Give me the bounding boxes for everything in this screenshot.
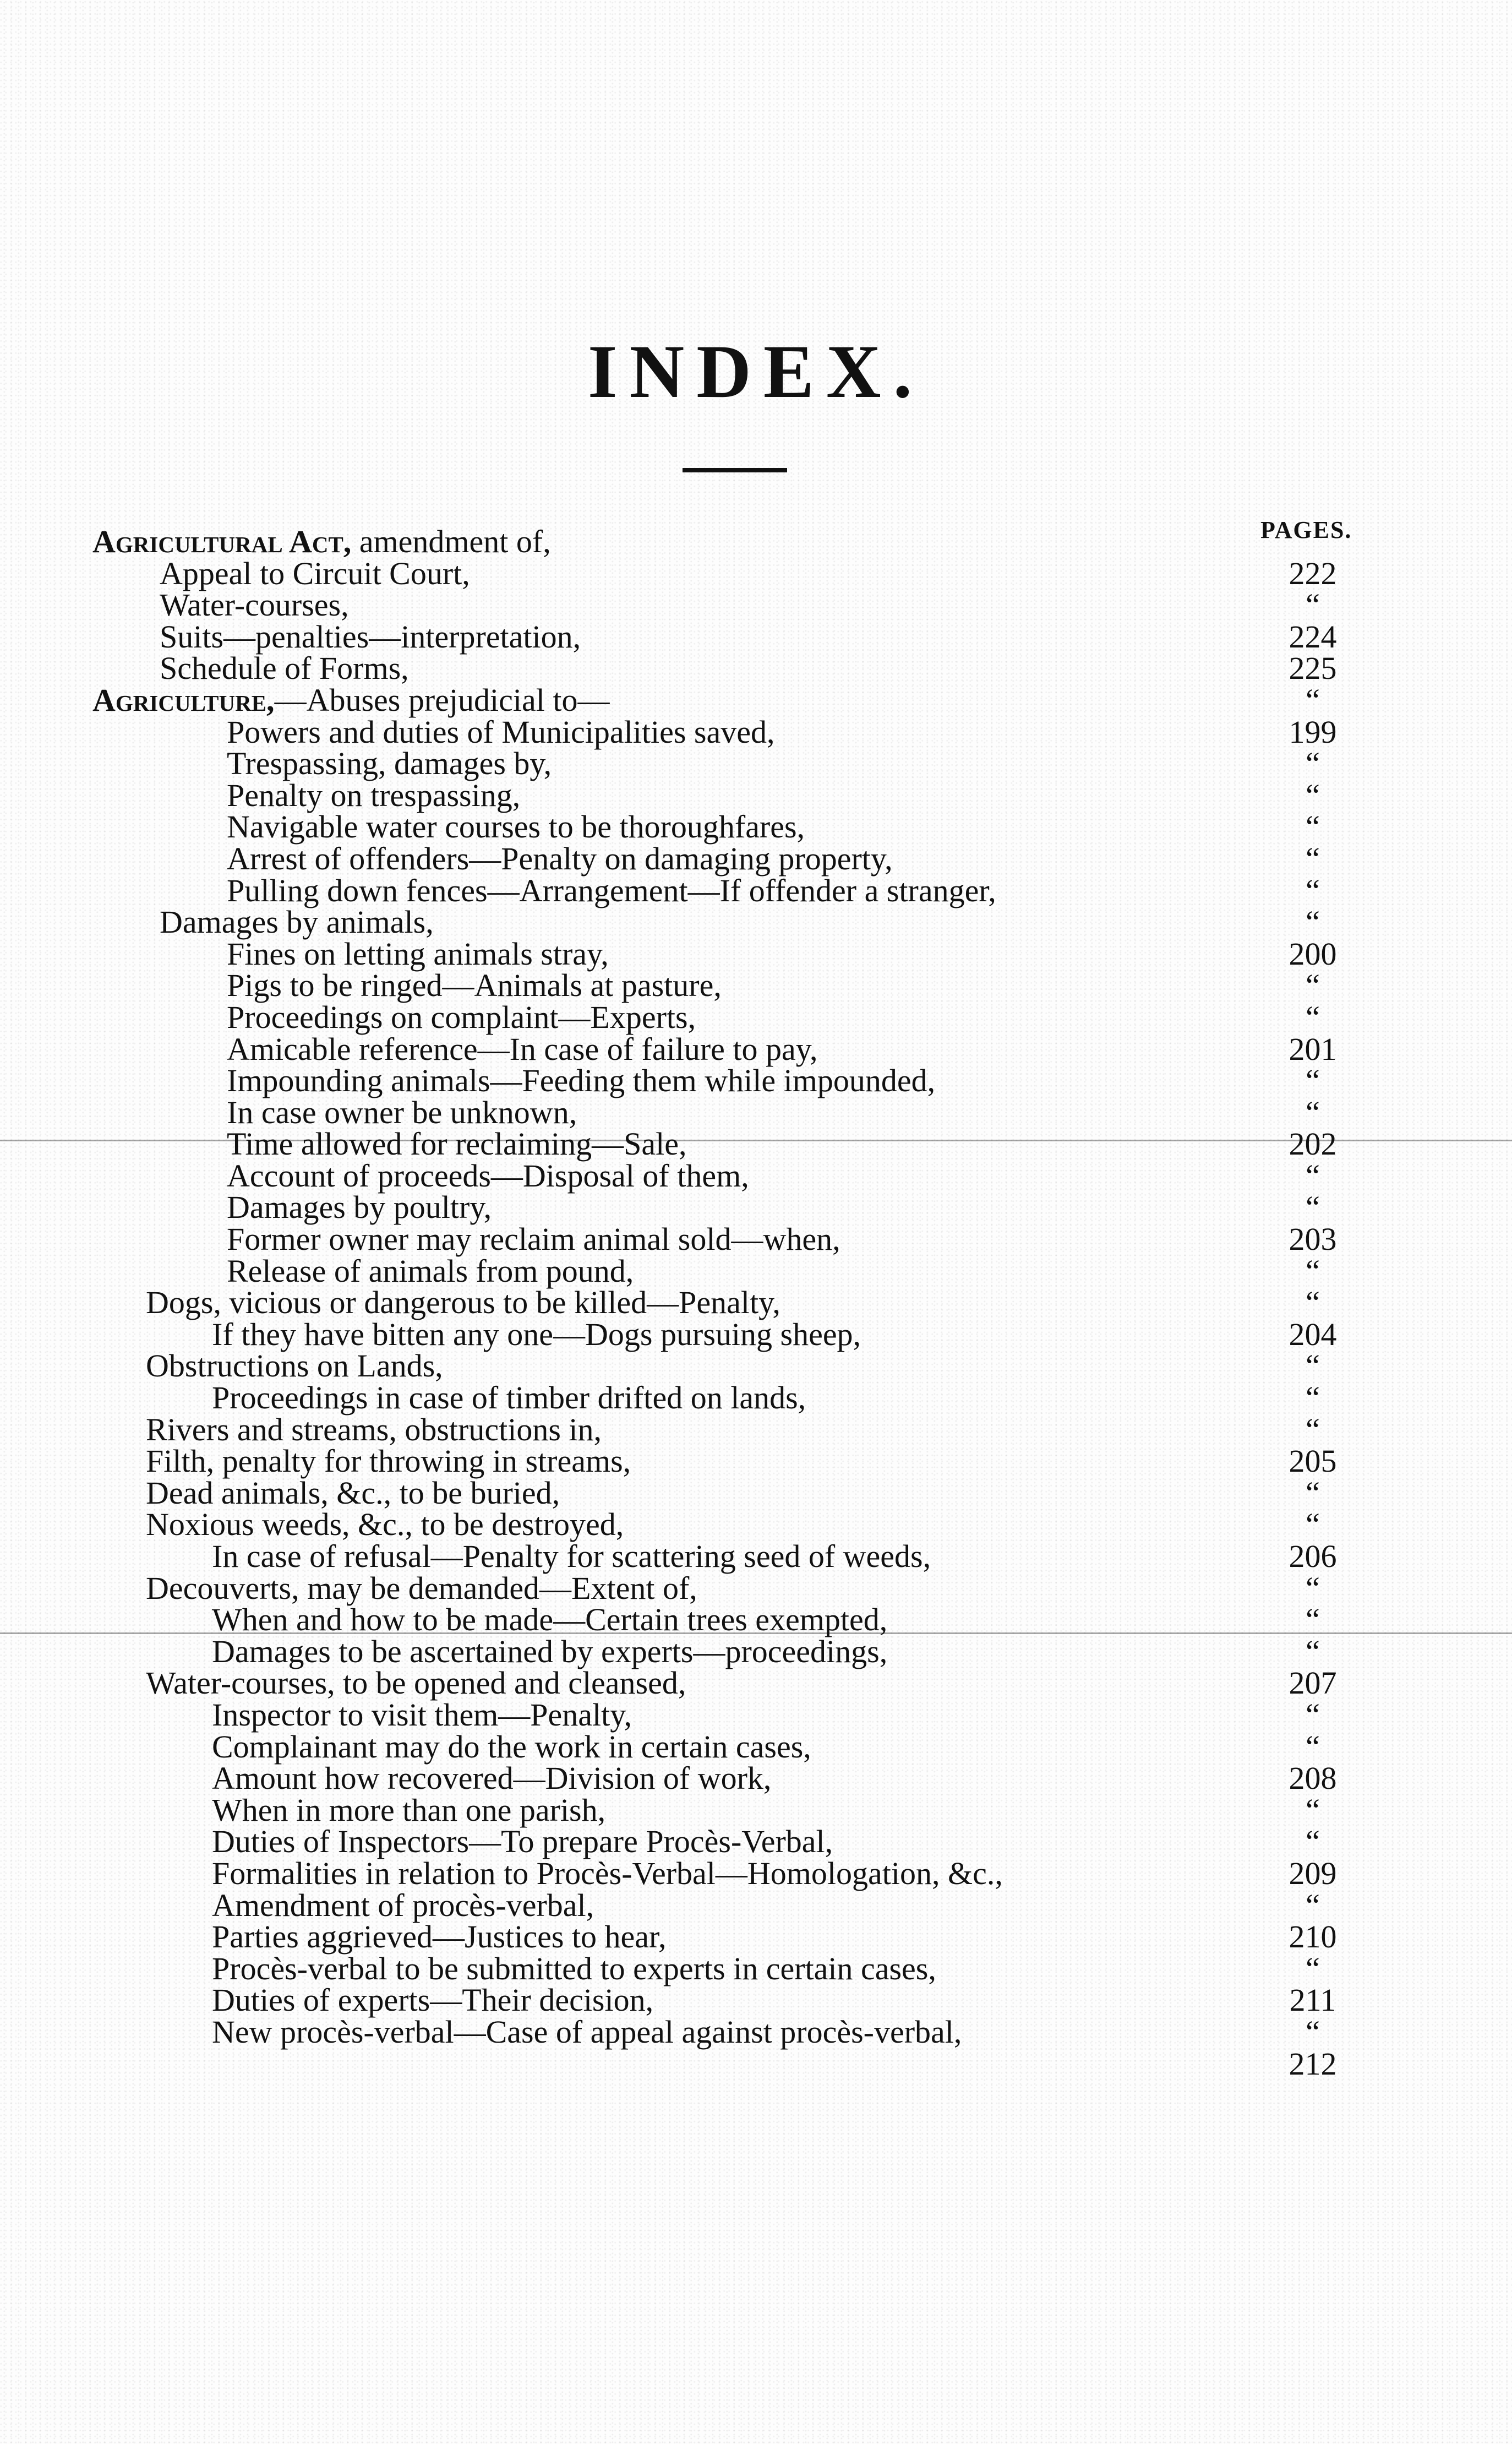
index-entry-label: Pulling down fences—Arrangement—If offender a stranger, <box>227 872 996 908</box>
index-entry-text <box>92 684 609 716</box>
index-entry <box>0 745 1512 782</box>
index-entry <box>0 684 1512 716</box>
index-entry <box>0 716 1512 748</box>
index-entries <box>0 526 1512 2080</box>
index-entry <box>0 1984 1512 2016</box>
index-entry <box>0 1506 1512 1543</box>
index-entry-page: 210 <box>1289 1919 1337 1955</box>
index-entry-text <box>212 1604 887 1636</box>
index-entry-page: 204 <box>1289 1316 1337 1352</box>
index-entry-page: “ <box>1306 1696 1320 1733</box>
index-entry-label: New procès-verbal—Case of appeal against procès-verbal, <box>212 2013 962 2050</box>
index-entry-text <box>212 1950 936 1986</box>
index-entry-page: “ <box>1306 1474 1320 1511</box>
index-entry-text <box>146 1667 686 1699</box>
index-entry-page: “ <box>1306 1602 1320 1638</box>
index-entry-text <box>212 1382 806 1414</box>
index-entry-page: 205 <box>1289 1443 1337 1479</box>
index-entry-label: Impounding animals—Feeding them while impounded, <box>227 1063 936 1099</box>
index-entry <box>0 1667 1512 1699</box>
index-entry-label: Duties of Inspectors—To prepare Procès-Verbal, <box>212 1824 833 1860</box>
index-entry-label: Formalities in relation to Procès-Verbal—Homologation, &c., <box>212 1855 1003 1891</box>
index-entry-text <box>160 555 470 591</box>
index-entry-label: Proceedings in case of timber drifted on lands, <box>212 1380 806 1416</box>
index-entry <box>0 811 1512 843</box>
index-entry <box>0 1382 1512 1414</box>
index-entry <box>0 1887 1512 1923</box>
index-entry-page: “ <box>1306 777 1320 813</box>
index-entry-page: “ <box>1306 1253 1320 1289</box>
index-entry-page: “ <box>1306 999 1320 1035</box>
index-entry-text <box>212 1887 594 1923</box>
index-entry-label: Decouverts, may be demanded—Extent of, <box>146 1570 697 1606</box>
index-entry-label: Time allowed for reclaiming—Sale, <box>227 1126 687 1162</box>
index-entry-text <box>227 1221 840 1258</box>
index-entry-text <box>160 650 409 687</box>
index-entry-page: “ <box>1306 1063 1320 1099</box>
index-entry-page: “ <box>1306 1824 1320 1860</box>
index-entry-label: Damages to be ascertained by experts—proceedings, <box>212 1633 888 1669</box>
index-entry-text <box>212 1696 632 1733</box>
index-entry-text <box>160 906 434 938</box>
index-entry-label: Trespassing, damages by, <box>227 745 552 782</box>
index-entry <box>0 1128 1512 1160</box>
index-entry-page: “ <box>1306 1189 1320 1226</box>
index-entry <box>0 1760 1512 1797</box>
index-entry-page: “ <box>1306 1792 1320 1828</box>
index-entry-page: “ <box>1306 809 1320 845</box>
index-entry-text <box>227 745 552 782</box>
index-entry-label: Amount how recovered—Division of work, <box>212 1760 772 1797</box>
index-entry-label: Pigs to be ringed—Animals at pasture, <box>227 967 722 1004</box>
index-entry-label: Inspector to visit them—Penalty, <box>212 1696 632 1733</box>
index-entry-page: “ <box>1306 1570 1320 1606</box>
index-entry <box>0 589 1512 621</box>
index-entry <box>0 1411 1512 1447</box>
index-entry-label: When and how to be made—Certain trees exempted, <box>212 1602 888 1638</box>
index-entry-label: Proceedings on complaint—Experts, <box>227 999 696 1035</box>
index-entry-page: 225 <box>1289 650 1337 687</box>
index-entry-label: Release of animals from pound, <box>227 1253 634 1289</box>
index-entry-label: Parties aggrieved—Justices to hear, <box>212 1919 667 1955</box>
index-entry-label: Dead animals, &c., to be buried, <box>146 1474 560 1511</box>
index-entry <box>0 1921 1512 1953</box>
index-entry-label: Amicable reference—In case of failure to pay, <box>227 1031 818 1067</box>
index-entry-page: 199 <box>1289 714 1337 750</box>
index-entry-label: In case owner be unknown, <box>227 1094 577 1130</box>
index-entry <box>0 1350 1512 1382</box>
index-entry-page: “ <box>1306 840 1320 877</box>
index-entry-text <box>227 1001 696 1033</box>
index-entry-label: When in more than one parish, <box>212 1792 606 1828</box>
page-title: INDEX. <box>587 329 925 413</box>
index-entry-text <box>227 1189 492 1226</box>
index-entry-page: “ <box>1306 1506 1320 1543</box>
index-entry-label: Damages by animals, <box>160 904 434 940</box>
index-entry-text <box>212 1826 833 1858</box>
index-entry-text <box>227 967 722 1004</box>
index-entry-page: “ <box>1306 1094 1320 1130</box>
index-entry <box>0 872 1512 908</box>
index-entry-text <box>212 1760 772 1797</box>
index-entry-text <box>227 872 996 908</box>
index-entry-label: Appeal to Circuit Court, <box>160 555 470 591</box>
index-entry-text <box>146 1411 602 1447</box>
index-entry-text <box>212 1633 888 1669</box>
index-entry <box>0 777 1512 813</box>
index-entry-page: 202 <box>1289 1126 1337 1162</box>
index-entry-text <box>227 1094 577 1130</box>
index-entry-page: 207 <box>1289 1665 1337 1701</box>
index-entry-label: Duties of experts—Their decision, <box>212 1982 654 2018</box>
index-entry-label: Suits—penalties—interpretation, <box>160 618 581 655</box>
index-entry <box>0 1065 1512 1097</box>
index-entry-page: “ <box>1306 1887 1320 1923</box>
index-entry-text <box>212 1984 653 2016</box>
index-entry <box>0 935 1512 972</box>
index-entry-text <box>227 1157 749 1194</box>
index-entry-text <box>160 618 581 655</box>
index-entry-page: “ <box>1306 904 1320 940</box>
index-entry <box>0 967 1512 1004</box>
index-entry-text <box>227 935 609 972</box>
index-entry-page: “ <box>1306 682 1320 718</box>
index-entry-page: 203 <box>1289 1221 1337 1258</box>
index-entry-text <box>146 1445 631 1477</box>
index-entry <box>0 1696 1512 1733</box>
index-entry-label: Powers and duties of Municipalities saved, <box>227 714 775 750</box>
index-entry <box>0 1001 1512 1033</box>
index-entry <box>0 1826 1512 1858</box>
index-entry-page: “ <box>1306 1633 1320 1669</box>
index-entry <box>0 1094 1512 1130</box>
index-entry-text <box>227 811 805 843</box>
index-entry-page: “ <box>1306 587 1320 623</box>
index-entry-page: 212 <box>1289 2045 1337 2082</box>
index-entry-label: Arrest of offenders—Penalty on damaging property, <box>227 840 893 877</box>
index-entry <box>0 1604 1512 1636</box>
index-entry-text <box>146 1572 697 1604</box>
index-entry <box>0 1284 1512 1321</box>
index-entry <box>0 1189 1512 1226</box>
index-entry <box>0 906 1512 938</box>
index-entry-text <box>160 589 349 621</box>
index-entry-label: Noxious weeds, &c., to be destroyed, <box>146 1506 624 1543</box>
index-entry <box>0 1950 1512 1986</box>
index-entry-page: “ <box>1306 1284 1320 1321</box>
index-entry-text <box>227 1033 817 1065</box>
pages-column-heading: PAGES. <box>1260 516 1352 543</box>
index-entry-page: “ <box>1306 1157 1320 1194</box>
index-entry-label: Obstructions on Lands, <box>146 1348 443 1384</box>
index-entry <box>0 1474 1512 1511</box>
index-entry-heading: Agriculture, <box>92 682 275 718</box>
index-entry-text <box>227 777 521 813</box>
index-entry-page: 209 <box>1289 1855 1337 1891</box>
index-entry-page: “ <box>1306 1380 1320 1416</box>
index-entry-label: If they have bitten any one—Dogs pursuing sheep, <box>212 1316 861 1352</box>
index-entry-label: Schedule of Forms, <box>160 650 409 687</box>
index-entry-label: —Abuses prejudicial to— <box>274 682 610 718</box>
index-entry-text <box>212 1921 667 1953</box>
index-entry <box>0 1855 1512 1891</box>
index-entry <box>0 1033 1512 1065</box>
index-entry <box>0 618 1512 655</box>
index-entry <box>0 1157 1512 1194</box>
index-entry-text <box>212 2013 962 2050</box>
index-entry-label: Former owner may reclaim animal sold—when, <box>227 1221 840 1258</box>
index-entry <box>0 1538 1512 1574</box>
index-entry <box>0 1316 1512 1352</box>
index-entry <box>0 650 1512 687</box>
index-entry-label: Fines on letting animals stray, <box>227 935 609 972</box>
index-entry-text <box>212 1538 931 1574</box>
index-entry-text <box>146 1474 560 1511</box>
index-entry <box>0 1221 1512 1258</box>
index-entry-page: “ <box>1306 745 1320 782</box>
index-entry-text <box>146 1506 624 1543</box>
index-entry-label: Procès-verbal to be submitted to experts in certain cases, <box>212 1950 936 1986</box>
index-entry <box>0 1633 1512 1669</box>
index-entry <box>0 1794 1512 1826</box>
index-entry-page: “ <box>1306 1950 1320 1986</box>
index-entry-page: 211 <box>1289 1982 1336 2018</box>
index-entry-text <box>227 1255 634 1287</box>
index-entry <box>0 2045 1512 2082</box>
index-entry-text <box>227 1128 686 1160</box>
index-entry-label: Damages by poultry, <box>227 1189 492 1226</box>
index-entry-label: Water-courses, to be opened and cleansed, <box>146 1665 686 1701</box>
index-entry-label: Amendment of procès-verbal, <box>212 1887 594 1923</box>
index-entry-text <box>212 1316 861 1352</box>
index-entry-label: Filth, penalty for throwing in streams, <box>146 1443 631 1479</box>
index-entry-label: Penalty on trespassing, <box>227 777 521 813</box>
index-entry-label: Account of proceeds—Disposal of them, <box>227 1157 749 1194</box>
index-entry <box>0 840 1512 877</box>
index-entry-heading: Agricultural Act, <box>92 524 352 559</box>
index-entry-page: 208 <box>1289 1760 1337 1797</box>
index-entry <box>0 1445 1512 1477</box>
index-entry-page: “ <box>1306 967 1320 1004</box>
index-entry-page: “ <box>1306 1728 1320 1765</box>
index-entry-label: In case of refusal—Penalty for scattering seed of weeds, <box>212 1538 931 1574</box>
index-entry-label: Dogs, vicious or dangerous to be killed—Penalty, <box>146 1284 780 1321</box>
index-entry-page: “ <box>1306 872 1320 908</box>
index-entry <box>0 1572 1512 1604</box>
index-entry <box>0 555 1512 591</box>
index-entry-page: 222 <box>1289 555 1337 591</box>
index-entry-text <box>227 840 893 877</box>
index-entry-text <box>92 526 551 558</box>
index-entry-page: “ <box>1306 1348 1320 1384</box>
index-entry <box>0 1728 1512 1765</box>
index-entry-page: 206 <box>1289 1538 1337 1574</box>
index-entry-text <box>212 1794 605 1826</box>
index-entry-page: “ <box>1306 1411 1320 1447</box>
index-entry-page: 224 <box>1289 618 1337 655</box>
index-entry-text <box>212 1855 1003 1891</box>
index-entry-label: Water-courses, <box>160 587 349 623</box>
index-entry-label: Complainant may do the work in certain cases, <box>212 1728 811 1765</box>
index-entry-text <box>146 1284 780 1321</box>
index-entry <box>0 526 1512 558</box>
title-rule <box>683 468 787 472</box>
index-entry <box>0 1255 1512 1287</box>
index-entry-page: 200 <box>1289 935 1337 972</box>
index-entry-label: Rivers and streams, obstructions in, <box>146 1411 602 1447</box>
index-entry-page: “ <box>1306 2013 1320 2050</box>
index-entry-text <box>227 716 775 748</box>
index-entry-text <box>227 1065 935 1097</box>
index-entry-text <box>212 1728 811 1765</box>
index-entry-label: Navigable water courses to be thoroughfares, <box>227 809 805 845</box>
index-entry-text <box>146 1350 443 1382</box>
index-entry <box>0 2013 1512 2050</box>
index-entry-label: amendment of, <box>351 524 551 559</box>
index-entry-page: 201 <box>1289 1031 1337 1067</box>
